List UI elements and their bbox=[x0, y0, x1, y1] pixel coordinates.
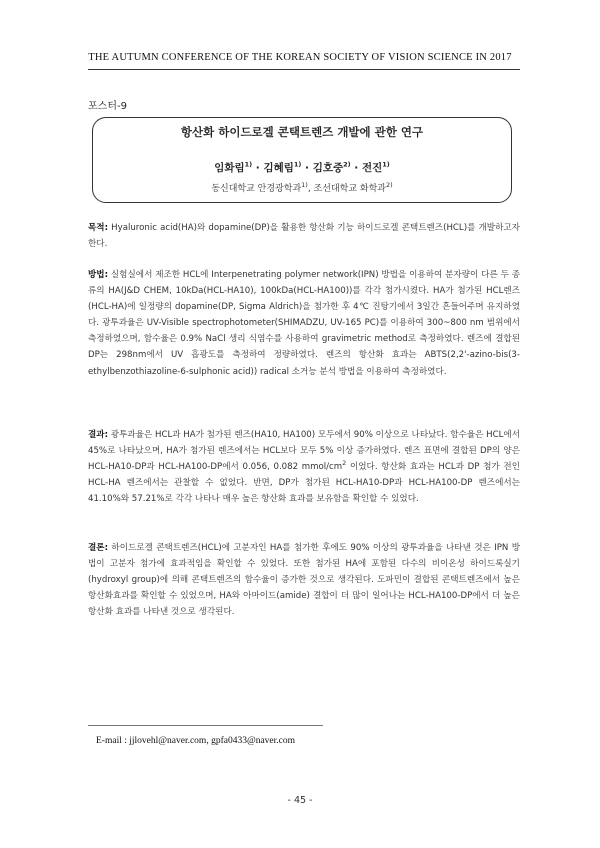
running-header: THE AUTUMN CONFERENCE OF THE KOREAN SOCIETY OF VISION SCIENCE IN 2017 bbox=[88, 52, 512, 63]
paper-title: 항산화 하이드로겔 콘택트렌즈 개발에 관한 연구 bbox=[180, 125, 424, 139]
section-label: 방법: bbox=[88, 270, 109, 280]
author-sup: 2) bbox=[343, 160, 351, 169]
email-footnote: E-mail : jjlovehl@naver.com, gpfa0433@naver.com bbox=[96, 736, 295, 746]
affiliation-name: 조선대학교 화학과 bbox=[313, 184, 386, 194]
unit-superscript: 2 bbox=[342, 459, 347, 468]
section-label: 결과: bbox=[88, 430, 109, 440]
author-separator: · bbox=[301, 162, 313, 174]
footnote-rule bbox=[88, 725, 323, 726]
section-text-continued: 이었다. 항산화 효과는 HCL과 DP 첨가 전인 HCL-HA 렌즈에서는 관찰할 수 없었다. 반면, DP가 첨가된 HCL-HA10-DP과 HCL-HA100-DP 렌즈에서는 41.10%와 57.21%로 각각 나타나 매우 높은 항산화 효과를 보유함을 확인할 수 있었다. bbox=[88, 462, 520, 505]
author-separator: · bbox=[350, 162, 362, 174]
section-purpose bbox=[88, 220, 520, 252]
author-list bbox=[93, 160, 511, 175]
author-sup: 1) bbox=[293, 160, 302, 169]
section-label: 목적: bbox=[88, 223, 109, 233]
author-name: 전진 bbox=[361, 162, 383, 174]
section-results bbox=[88, 427, 520, 507]
author-sup: 1) bbox=[382, 160, 390, 169]
author-separator: · bbox=[252, 162, 264, 174]
affiliation-separator: , bbox=[307, 184, 314, 194]
author-name: 김호중 bbox=[312, 162, 344, 174]
affiliation-sup: 2) bbox=[385, 181, 393, 189]
section-label: 결론: bbox=[88, 543, 109, 553]
section-text: 실험실에서 제조한 HCL에 Interpenetrating polymer network(IPN) 방법을 이용하여 분자량이 다른 두 종류의 HA(J&D CHEM, 10kDa(HCL-HA10), 100kDa(HCL-HA100))를 각각 첨가시켰다. HA가 첨가된 HCL렌즈(HCL-HA)에 일정량의 dopamine(DP, Sigma Aldrich)을 첨가한 후 4℃ 진탕기에서 3일간 흔들어주며 유지하였다. 광투과율은 UV-Visible spectrophotometer(SHIMADZU, UV-165 PC)를 이용하여 300~800 nm 범위에서 측정하였으며, 함수율은 0.9% NaCl 생리 식염수를 사용하여 gravimetric method로 측정하였다. 렌즈에 결합된 DP는 298nm에서 UV 흡광도를 측정하여 정량하였다. 렌즈의 항산화 효과는 ABTS(2,2'-azino-bis(3-ethylbenzothiazoline-6-sulphonic acid)) radical 소거능 분석 방법을 이용하여 측정하였다. bbox=[88, 270, 520, 377]
poster-label: 포스터-9 bbox=[88, 101, 127, 112]
affiliation-list bbox=[93, 181, 511, 194]
affiliation-sup: 1) bbox=[301, 181, 308, 189]
page-number: - 45 - bbox=[287, 795, 313, 806]
header-rule bbox=[88, 69, 520, 70]
author-name: 김혜림 bbox=[263, 162, 294, 174]
section-text: 하이드로겔 콘택트렌즈(HCL)에 고분자인 HA를 첨가한 후에도 90% 이상의 광투과율을 나타낸 것은 IPN 방법이 고분자 첨가에 효과적임을 확인할 수 있었다. 또한 첨가된 HA에 포함된 다수의 비이온성 하이드록실기(hydroxyl group)에 의해 콘택트렌즈의 함수율이 증가한 것으로 생각된다. 도파민이 결합된 콘택트렌즈에서 높은 항산화효과를 확인할 수 있었으며, HA와 아마이드(amide) 결합이 더 많이 일어나는 HCL-HA100-DP에서 더 높은 항산화 효과를 나타낸 것으로 생각된다. bbox=[88, 543, 520, 618]
section-text: Hyaluronic acid(HA)와 dopamine(DP)을 활용한 항산화 기능 하이드로겔 콘택트렌즈(HCL)를 개발하고자 한다. bbox=[88, 223, 520, 250]
author-name: 임화림 bbox=[214, 162, 245, 174]
author-sup: 1) bbox=[244, 160, 253, 169]
section-text: 광투과율은 HCL과 HA가 첨가된 렌즈(HA10, HA100) 모두에서 90% 이상으로 나타났다. 함수율은 HCL에서 45%로 나타났으며, HA가 첨가된 렌즈에서는 HCL보다 모두 5% 이상 증가하였다. 렌즈 표면에 결합된 DP의 양은 HCL-HA10-DP과 HCL-HA100-DP에서 0.056, 0.082 mmol/cm bbox=[88, 430, 521, 473]
affiliation-name: 동신대학교 안경광학과 bbox=[211, 184, 302, 194]
section-conclusion bbox=[88, 540, 520, 620]
title-box bbox=[92, 117, 512, 203]
section-methods bbox=[88, 267, 520, 380]
